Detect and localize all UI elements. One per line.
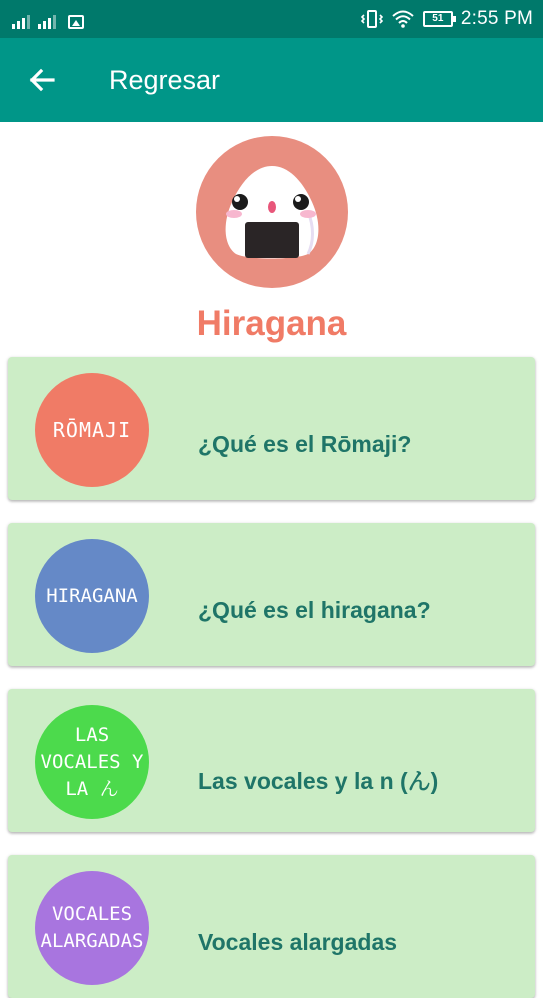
alargadas-badge: VOCALES ALARGADAS (35, 871, 149, 985)
page-title: Hiragana (196, 304, 347, 343)
signal-2-icon (38, 13, 56, 29)
card-label-alargadas: Vocales alargadas (198, 929, 398, 955)
card-romaji[interactable] (8, 357, 535, 500)
back-button[interactable] (26, 64, 58, 96)
onigiri-logo (196, 136, 348, 288)
vibrate-icon (361, 9, 383, 29)
wifi-icon (391, 9, 415, 29)
image-notification-icon (68, 15, 84, 29)
card-label-romaji: ¿Qué es el Rōmaji? (198, 431, 412, 457)
card-label-vocales: Las vocales y la n (ん) (198, 768, 439, 794)
status-time: 2:55 PM (460, 8, 533, 29)
app-bar (0, 38, 543, 122)
card-vocales-alargadas[interactable] (8, 855, 535, 998)
romaji-badge: RŌMAJI (35, 373, 149, 487)
card-vocales[interactable] (8, 689, 535, 832)
battery-icon (423, 11, 453, 27)
battery-level: 51 (432, 13, 444, 24)
signal-1-icon (12, 13, 30, 29)
arrow-back-icon (26, 64, 58, 96)
status-bar (0, 0, 543, 38)
card-label-hiragana: ¿Qué es el hiragana? (198, 597, 431, 623)
app-bar-title[interactable]: Regresar (109, 65, 221, 95)
card-hiragana[interactable] (8, 523, 535, 666)
hiragana-badge: HIRAGANA (35, 539, 149, 653)
vocales-badge: LAS VOCALES Y LA ん (35, 705, 149, 819)
status-left-icons (12, 9, 84, 29)
onigiri-icon (196, 136, 348, 288)
status-right-icons (361, 8, 533, 30)
